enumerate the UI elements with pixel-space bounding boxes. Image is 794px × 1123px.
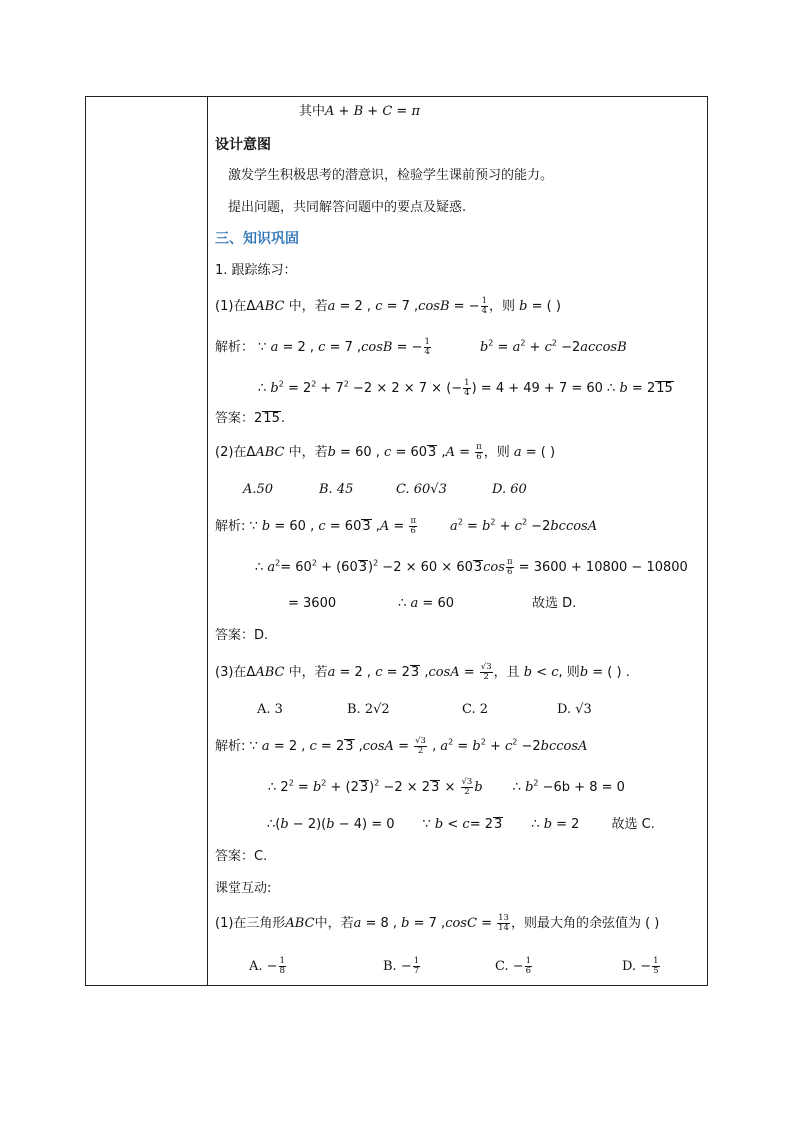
interaction-title: 课堂互动:	[215, 881, 272, 896]
q4-stem: (1)在三角形ABC中，若a = 8 , b = 7 ,cosC = $\frac{13}{14}$ ，则最大角的余弦值为 ( )	[215, 913, 660, 933]
exercise-intro: 1. 跟踪练习：	[215, 263, 297, 278]
q3-options	[257, 700, 597, 720]
q3-stem: (3)在ΔABC 中，若a = 2 , c = 23 ,cosA = $\frac{√3}{2}$ ，且 b < c, 则b = ( ) .	[215, 662, 630, 682]
q2-option-c: C. 60√3	[396, 482, 447, 497]
q4-option-c: C. − $\frac{1}{6}$	[495, 956, 532, 976]
q2-answer: 答案：D.	[215, 628, 269, 643]
column-divider	[207, 97, 208, 985]
q2-option-a: A.50	[243, 482, 274, 497]
q3-option-b: B. 2√2	[347, 702, 390, 717]
design-title: 设计意图	[215, 137, 271, 153]
q1-stem: (1)在ΔABC 中，若a = 2 , c = 7 ,cosB = − $\frac{1}{4}$ ，则 b = ( )	[215, 296, 561, 316]
q3-analysis-3: ∴(b − 2)(b − 4) = 0 ∵ b < c= 23 ∴ b = 2 故选 C.	[267, 817, 655, 832]
q2-stem: (2)在ΔABC 中，若b = 60 , c = 603 ,A = $\frac{\pi}{6}$ ，则 a = ( )	[215, 442, 556, 462]
q3-analysis-1: 解析: ∵ a = 2 , c = 23 ,cosA = $\frac{√3}{2}$ , $a^2 = b^2 + c^2 -2bccosA$	[215, 736, 588, 756]
q2-analysis-2: ∴ $a^2= 60^2 + (603)^2 -2 \times 60 \times 603\cos$ $\frac{\pi}{6}$ = 3600 + 10800 − 10800	[255, 557, 688, 577]
q4-option-b: B. − $\frac{1}{7}$	[383, 956, 420, 976]
q2-option-d: D. 60	[492, 482, 527, 497]
q3-answer: 答案：C.	[215, 849, 268, 864]
q4-option-a: A. − $\frac{1}{8}$	[249, 956, 285, 976]
q4-options	[249, 957, 679, 977]
design-line-2: 提出问题，共同解答问题中的要点及疑惑.	[228, 200, 467, 215]
q3-option-d: D. √3	[557, 702, 592, 717]
q2-analysis-1: 解析: ∵ b = 60 , c = 603 ,A = $\frac{\pi}{6}$ $a^2 = b^2 + c^2 -2bccosA$	[215, 516, 598, 536]
q1-answer: 答案：215.	[215, 411, 285, 426]
q3-option-c: C. 2	[462, 702, 489, 717]
angle-sum-note: 其中A + B + C = π	[299, 104, 420, 119]
q2-option-b: B. 45	[319, 482, 354, 497]
design-line-1: 激发学生积极思考的潜意识，检验学生课前预习的能力。	[228, 168, 554, 183]
q2-analysis-3: = 3600 ∴ a = 60 故选 D.	[288, 596, 577, 611]
q1-analysis-2: ∴ $b^2 = 2^2 + 7^2 -2 \times 2 \times 7$ × (− $\frac{1}{4}$ ) = 4 + 49 + 7 = 60 ∴ b = 215	[258, 378, 673, 398]
q2-options	[243, 480, 543, 500]
lesson-table	[85, 96, 708, 986]
section-title: 三、知识巩固	[215, 231, 299, 247]
q3-analysis-2: ∴ $2^2 = b^2 + (23)^2 -2 \times 23$ × $\frac{√3}{2}$ b ∴ $b^2 -6b + 8 = 0$	[268, 777, 625, 797]
q1-analysis-1: 解析： ∵ a = 2 , c = 7 ,cosB = − $\frac{1}{4}$ $b^2 = a^2 + c^2 -2accosB$	[215, 337, 627, 357]
q4-option-d: D. − $\frac{1}{5}$	[622, 956, 659, 976]
q3-option-a: A. 3	[257, 702, 283, 717]
